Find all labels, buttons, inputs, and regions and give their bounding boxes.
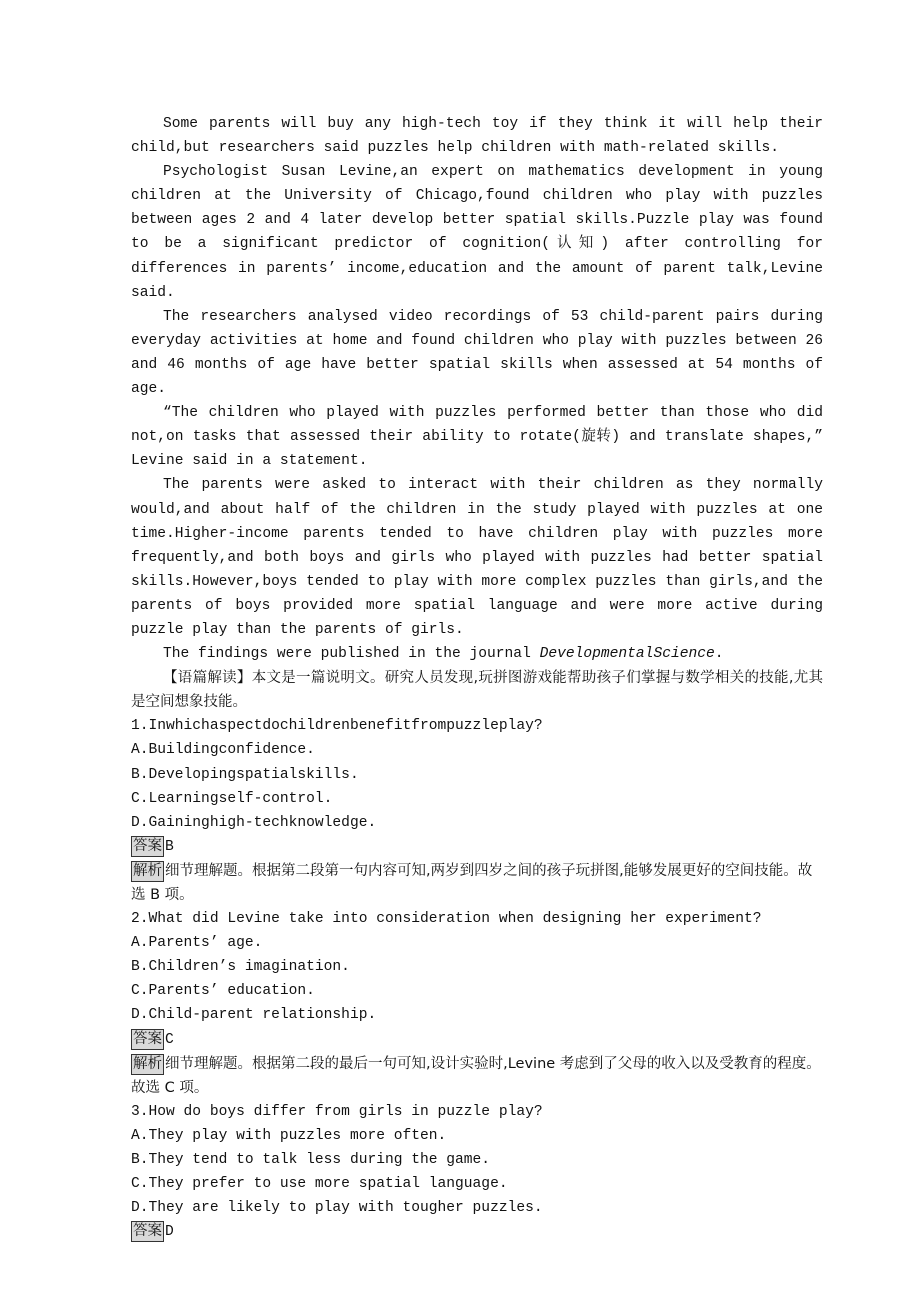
option-b: B.Children’s imagination. [131, 959, 350, 976]
document-page [131, 112, 823, 1244]
question-3 [131, 1100, 823, 1245]
option-a: A.They play with puzzles more often. [131, 1127, 447, 1144]
option-a: A.Parents’ age. [131, 935, 263, 952]
option-b: B.Developingspatialskills. [131, 766, 359, 783]
answer-label: 答案 [131, 1221, 164, 1242]
question-stem: 3.How do boys differ from girls in puzzle play? [131, 1103, 543, 1120]
option-c: C.Parents’ education. [131, 983, 315, 1000]
answer-value: C [165, 1031, 174, 1048]
answer-line [131, 1028, 823, 1052]
option-d: D.Child-parent relationship. [131, 1007, 377, 1024]
passage-paragraph-2: Psychologist Susan Levine,an expert on mathematics development in young children at the University of Chicago,found children who play with puzzles between ages 2 and 4 later develop better spatial skills.Puzzle play was found to be a significant predictor of cognition(认知) after controlling for differences in parents’ income,education and the amount of parent talk,Levine said. [131, 164, 823, 301]
option-c: C.They prefer to use more spatial language. [131, 1176, 508, 1193]
passage-paragraph-5: The parents were asked to interact with their children as they normally would,and about half of the children in the study played with puzzles at one time.Higher-income parents tended to have children play with puzzles more frequently,and both boys and girls who played with puzzles had better spatial skills.However,boys tended to play with more complex puzzles than girls,and the parents of boys provided more spatial language and were more active during puzzle play than the parents of girls. [131, 477, 823, 638]
option-d: D.They are likely to play with tougher puzzles. [131, 1200, 543, 1217]
passage-paragraph-3: The researchers analysed video recordings of 53 child-parent pairs during everyday activities at home and found children who play with puzzles between 26 and 46 months of age have better spatial skills when assessed at 54 months of age. [131, 308, 823, 398]
published-end: . [714, 646, 724, 663]
option-c: C.Learningself-control. [131, 790, 333, 807]
passage-paragraph-4: “The children who played with puzzles performed better than those who did not,on tasks that assessed their ability to rotate(旋转) and translate shapes,” Levine said in a statement. [131, 405, 823, 470]
answer-label: 答案 [131, 836, 164, 857]
question-stem: 2.What did Levine take into consideration when designing her experiment? [131, 911, 762, 928]
analysis-label: 解析 [131, 861, 164, 882]
analysis-text: 细节理解题。根据第二段第一句内容可知,两岁到四岁之间的孩子玩拼图,能够发展更好的空间技能。故选 B 项。 [131, 862, 813, 903]
journal-name: DevelopmentalScience [539, 646, 715, 663]
analysis-label: 解析 [131, 1054, 164, 1075]
answer-value: D [165, 1224, 174, 1241]
answer-label: 答案 [131, 1029, 164, 1050]
answer-value: B [165, 838, 174, 855]
question-1 [131, 714, 823, 907]
option-b: B.They tend to talk less during the game. [131, 1152, 491, 1169]
analysis-line [131, 1052, 823, 1100]
question-stem: 1.Inwhichaspectdochildrenbenefitfrompuzzleplay? [131, 718, 543, 735]
answer-line [131, 835, 823, 859]
reading-passage [131, 112, 823, 666]
passage-paragraph-6 [131, 642, 823, 666]
option-a: A.Buildingconfidence. [131, 742, 315, 759]
answer-line [131, 1220, 823, 1244]
reading-note: 【语篇解读】本文是一篇说明文。研究人员发现,玩拼图游戏能帮助孩子们掌握与数学相关的技能,尤其是空间想象技能。 [131, 670, 823, 711]
analysis-line [131, 859, 823, 907]
passage-paragraph-1: Some parents will buy any high-tech toy if they think it will help their child,but researchers said puzzles help children with math-related skills. [131, 116, 823, 157]
analysis-text: 细节理解题。根据第二段的最后一句可知,设计实验时,Levine 考虑到了父母的收入以及受教育的程度。故选 C 项。 [131, 1055, 821, 1096]
question-2 [131, 907, 823, 1100]
published-text: The findings were published in the journal [163, 646, 540, 663]
option-d: D.Gaininghigh-techknowledge. [131, 814, 377, 831]
